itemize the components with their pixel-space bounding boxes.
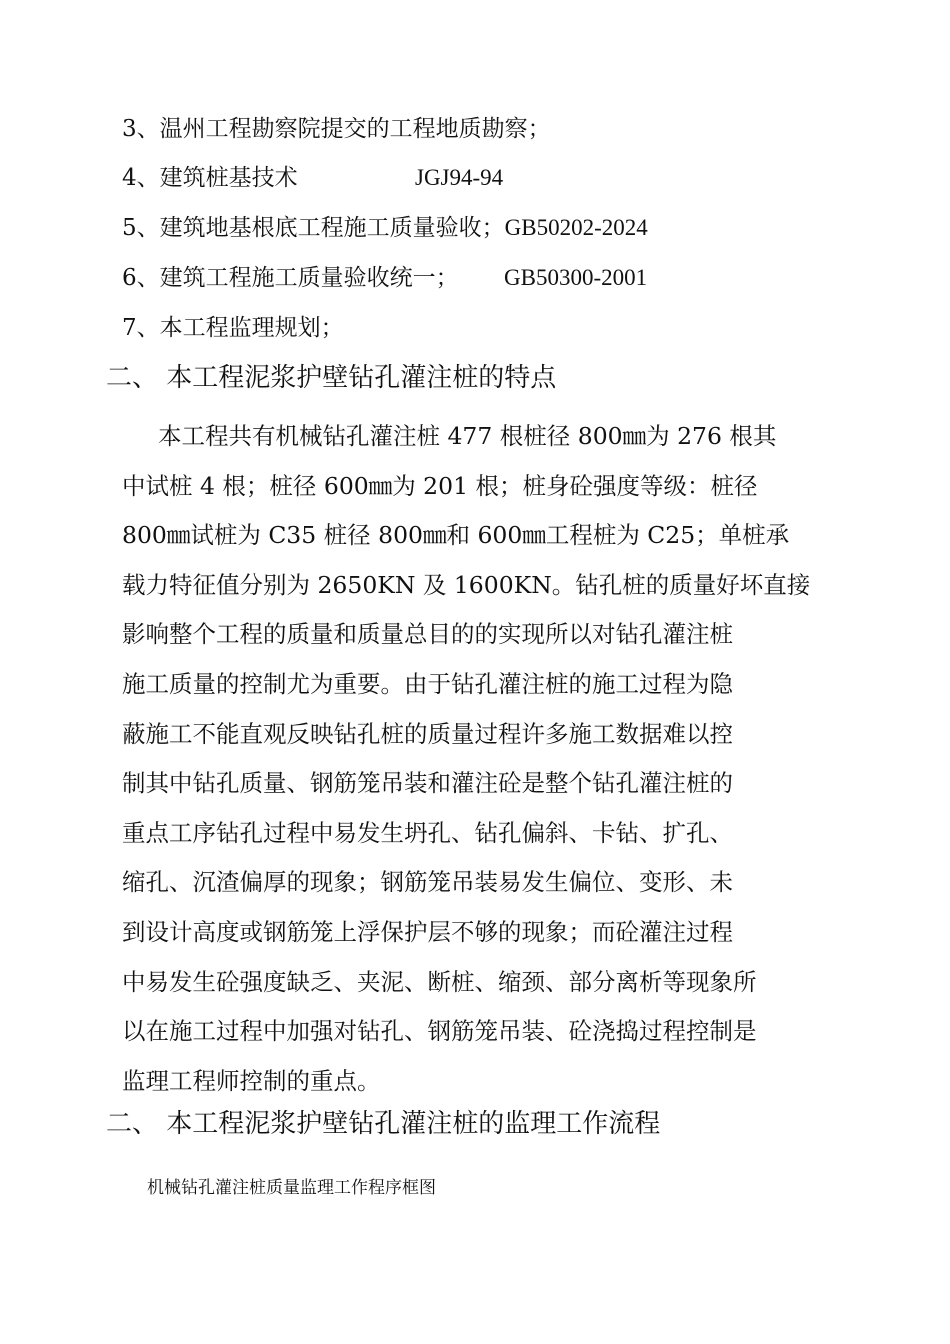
standard-code: GB50300-2001 (504, 265, 648, 290)
section-heading-features: 二、 本工程泥浆护壁钻孔灌注桩的特点 (106, 363, 557, 393)
paragraph-line: 载力特征值分别为 2650KN 及 1600KN。钻孔桩的质量好坏直接 (122, 570, 811, 599)
paragraph-line: 影响整个工程的质量和质量总目的的实现所以对钻孔灌注桩 (122, 620, 733, 649)
list-item-text: 5、建筑地基根底工程施工质量验收； (122, 215, 505, 241)
features-paragraph (122, 412, 822, 1106)
paragraph-line: 以在施工过程中加强对钻孔、钢筋笼吊装、砼浇捣过程控制是 (122, 1017, 757, 1046)
paragraph-line: 监理工程师控制的重点。 (122, 1066, 381, 1095)
paragraph-line: 缩孔、沉渣偏厚的现象；钢筋笼吊装易发生偏位、变形、未 (122, 868, 733, 897)
list-item-text: 7、本工程监理规划； (122, 315, 344, 341)
list-item-4 (122, 163, 504, 193)
section-heading-workflow: 二、 本工程泥浆护壁钻孔灌注桩的监理工作流程 (106, 1109, 661, 1139)
figure-caption: 机械钻孔灌注桩质量监理工作程序框图 (147, 1178, 436, 1198)
list-item-5 (122, 213, 648, 243)
paragraph-line: 800㎜试桩为 C35 桩径 800㎜和 600㎜工程桩为 C25；单桩承 (122, 521, 790, 550)
paragraph-line: 到设计高度或钢筋笼上浮保护层不够的现象；而砼灌注过程 (122, 917, 733, 946)
paragraph-line: 中易发生砼强度缺乏、夹泥、断桩、缩颈、部分离析等现象所 (122, 967, 757, 996)
list-item-6 (122, 263, 648, 293)
list-item-text: 4、建筑桩基技术 (122, 165, 298, 191)
paragraph-line: 施工质量的控制尤为重要。由于钻孔灌注桩的施工过程为隐 (122, 669, 733, 698)
paragraph-line: 重点工序钻孔过程中易发生坍孔、钻孔偏斜、卡钻、扩孔、 (122, 818, 733, 847)
list-item-text: 6、建筑工程施工质量验收统一； (122, 265, 459, 291)
standard-code: GB50202-2024 (504, 215, 648, 240)
paragraph-line: 制其中钻孔质量、钢筋笼吊装和灌注砼是整个钻孔灌注桩的 (122, 769, 733, 798)
paragraph-line: 本工程共有机械钻孔灌注桩 477 根桩径 800㎜为 276 根其 (158, 422, 777, 450)
paragraph-line: 中试桩 4 根；桩径 600㎜为 201 根；桩身砼强度等级：桩径 (122, 471, 758, 500)
list-item-7 (122, 313, 344, 343)
standard-code: JGJ94-94 (415, 165, 504, 190)
list-item-3 (122, 114, 551, 144)
list-item-text: 3、温州工程勘察院提交的工程地质勘察； (122, 116, 551, 142)
paragraph-line: 蔽施工不能直观反映钻孔桩的质量过程许多施工数据难以控 (122, 719, 733, 748)
